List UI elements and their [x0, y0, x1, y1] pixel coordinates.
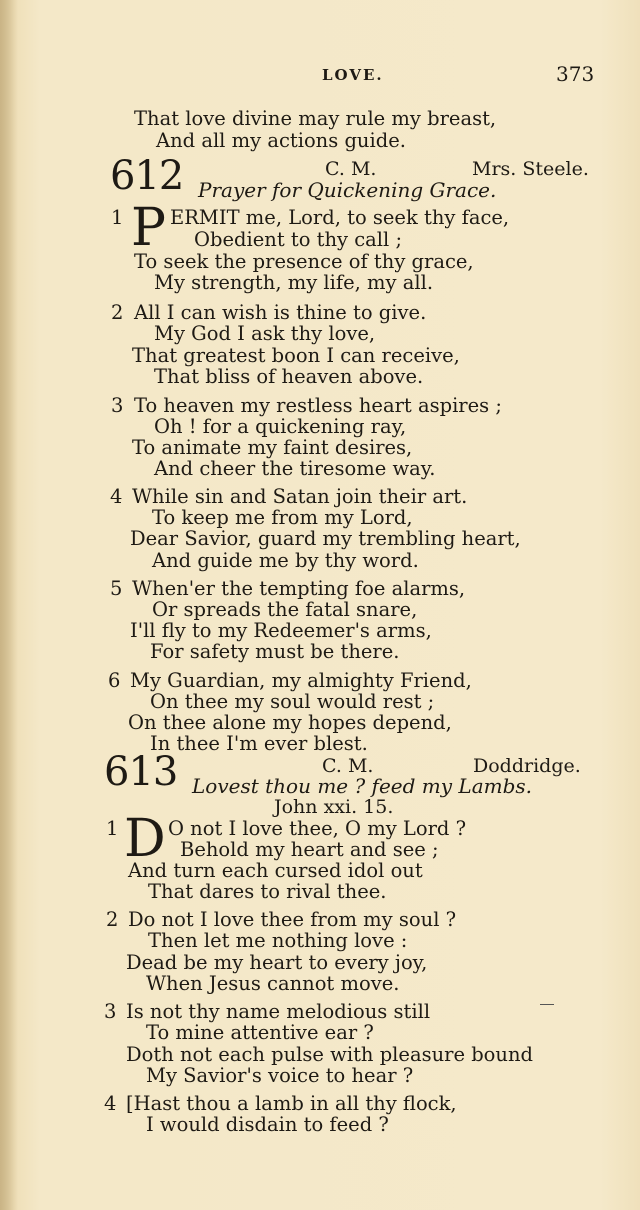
hymn-line: Is not thy name melodious still	[126, 1000, 431, 1023]
hymn-title: Prayer for Quickening Grace.	[198, 178, 497, 202]
carryover-line: That love divine may rule my breast,	[134, 107, 497, 130]
hymn-line: While sin and Satan join their art.	[132, 485, 468, 508]
hymn-line: Do not I love thee from my soul ?	[128, 908, 457, 931]
hymn-author: Doddridge.	[473, 755, 581, 777]
hymn-line: Dead be my heart to every joy,	[126, 951, 428, 974]
page-number: 373	[556, 62, 595, 86]
hymn-title: Lovest thou me ? feed my Lambs.	[192, 774, 532, 798]
hymn-line: Doth not each pulse with pleasure bound	[126, 1043, 534, 1066]
hymn-line: My Savior's voice to hear ?	[146, 1064, 414, 1087]
hymn-line: And turn each cursed idol out	[128, 859, 423, 882]
hymn-line: Oh ! for a quickening ray,	[154, 415, 407, 438]
verse-number: 3	[104, 1000, 117, 1023]
hymn-line: Behold my heart and see ;	[180, 838, 439, 861]
hymn-line: My Guardian, my almighty Friend,	[130, 669, 472, 692]
verse-number: 6	[108, 669, 121, 692]
hymn-line: My God I ask thy love,	[154, 322, 376, 345]
hymn-line: In thee I'm ever blest.	[150, 732, 368, 755]
hymn-meter: C. M.	[322, 755, 374, 777]
carryover-line: And all my actions guide.	[156, 129, 406, 152]
verse-number: 1	[111, 206, 124, 229]
hymn-line: And cheer the tiresome way.	[154, 457, 436, 480]
hymn-line: That dares to rival thee.	[148, 880, 387, 903]
hymn-line: To keep me from my Lord,	[152, 506, 413, 529]
hymn-line: To heaven my restless heart aspires ;	[134, 394, 502, 417]
hymn-line: I would disdain to feed ?	[146, 1113, 389, 1136]
running-title: LOVE.	[322, 66, 384, 84]
hymn-line: That bliss of heaven above.	[154, 365, 424, 388]
hymn-line: On thee alone my hopes depend,	[128, 711, 452, 734]
hymn-line: ERMIT me, Lord, to seek thy face,	[170, 206, 510, 229]
drop-cap: P	[131, 198, 166, 258]
hymn-line: To seek the presence of thy grace,	[134, 250, 474, 273]
hymn-line: When Jesus cannot move.	[146, 972, 400, 995]
hymn-line: To animate my faint desires,	[132, 436, 413, 459]
hymn-meter: C. M.	[325, 158, 377, 180]
hymn-line: Obedient to thy call ;	[194, 228, 403, 251]
scripture-reference: John xxi. 15.	[274, 796, 394, 818]
verse-number: 3	[111, 394, 124, 417]
ink-mark	[540, 1004, 554, 1005]
hymn-line: [Hast thou a lamb in all thy flock,	[126, 1092, 457, 1115]
hymn-line: On thee my soul would rest ;	[150, 690, 435, 713]
hymn-line: O not I love thee, O my Lord ?	[168, 817, 467, 840]
hymn-author: Mrs. Steele.	[472, 158, 589, 180]
verse-number: 1	[106, 817, 119, 840]
hymn-line: That greatest boon I can receive,	[132, 344, 460, 367]
verse-number: 2	[106, 908, 119, 931]
hymn-line: Then let me nothing love :	[148, 929, 408, 952]
hymn-line: When'er the tempting foe alarms,	[132, 577, 466, 600]
hymn-line: My strength, my life, my all.	[154, 271, 434, 294]
verse-number: 2	[111, 301, 124, 324]
verse-number: 4	[104, 1092, 117, 1115]
verse-number: 4	[110, 485, 123, 508]
hymn-line: Dear Savior, guard my trembling heart,	[130, 527, 521, 550]
hymn-number: 612	[110, 153, 184, 199]
hymn-line: And guide me by thy word.	[152, 549, 419, 572]
hymn-number: 613	[104, 749, 178, 795]
hymn-line: I'll fly to my Redeemer's arms,	[130, 619, 432, 642]
verse-number: 5	[110, 577, 123, 600]
hymn-line: Or spreads the fatal snare,	[152, 598, 418, 621]
running-head	[0, 62, 640, 90]
hymn-line: To mine attentive ear ?	[146, 1021, 374, 1044]
hymn-line: All I can wish is thine to give.	[134, 301, 427, 324]
hymn-line: For safety must be there.	[150, 640, 400, 663]
drop-cap: D	[124, 809, 166, 869]
